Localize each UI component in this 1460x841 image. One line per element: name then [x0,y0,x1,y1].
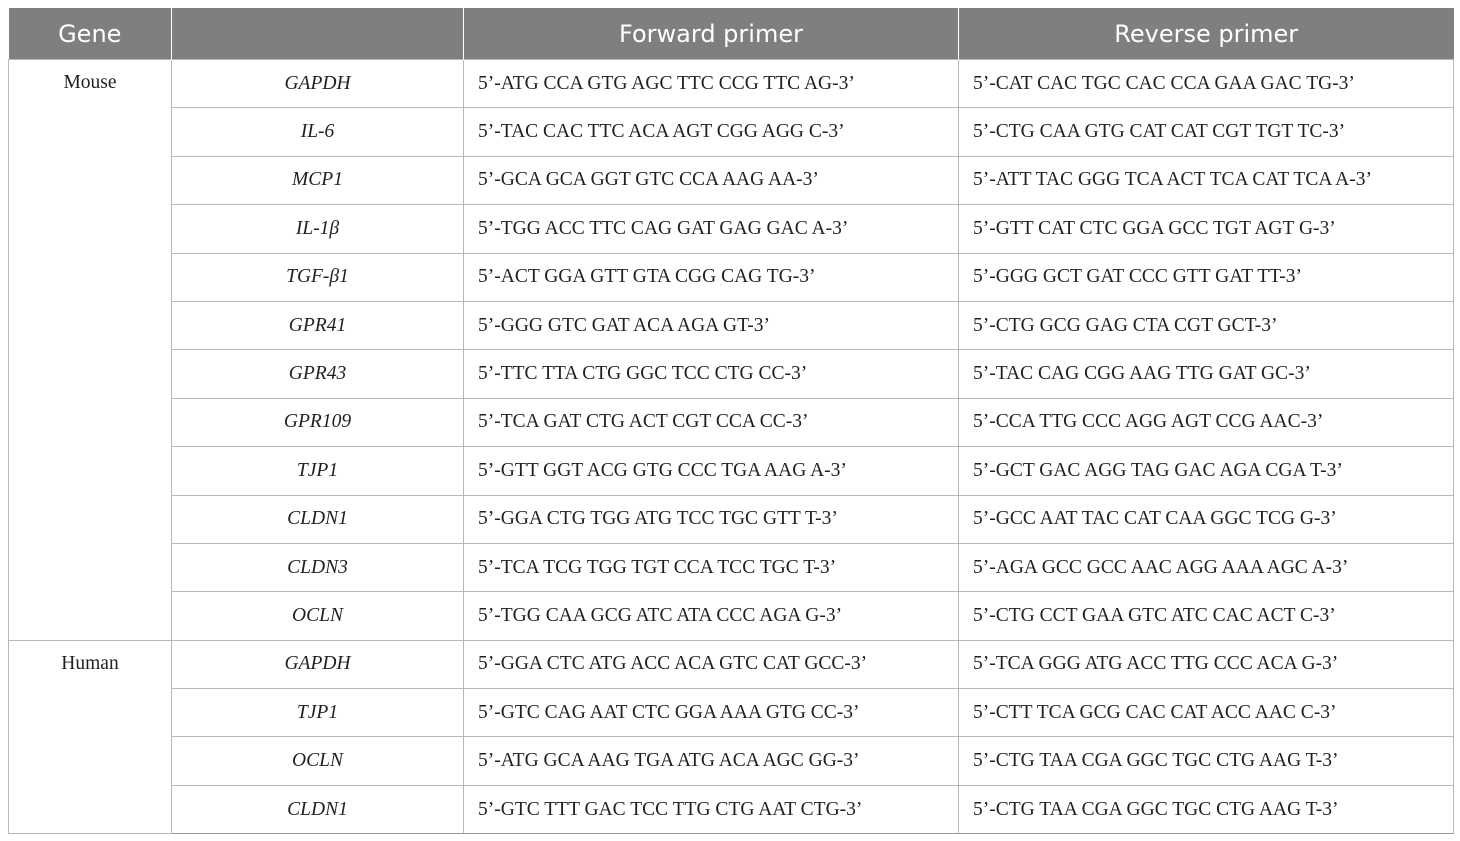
reverse-primer-cell: 5’-GGG GCT GAT CCC GTT GAT TT-3’ [959,253,1454,301]
reverse-primer-cell: 5’-CCA TTG CCC AGG AGT CCG AAC-3’ [959,398,1454,446]
forward-primer-cell: 5’-GTC TTT GAC TCC TTG CTG AAT CTG-3’ [464,785,959,833]
forward-primer-cell: 5’-ATG CCA GTG AGC TTC CCG TTC AG-3’ [464,60,959,108]
reverse-primer-cell: 5’-CAT CAC TGC CAC CCA GAA GAC TG-3’ [959,60,1454,108]
table-row [9,640,1454,688]
gene-cell: CLDN1 [172,785,464,833]
table-row [9,785,1454,833]
forward-primer-cell: 5’-TGG CAA GCG ATC ATA CCC AGA G-3’ [464,592,959,640]
reverse-primer-cell: 5’-TAC CAG CGG AAG TTG GAT GC-3’ [959,350,1454,398]
forward-primer-cell: 5’-TCA GAT CTG ACT CGT CCA CC-3’ [464,398,959,446]
gene-cell: IL-6 [172,108,464,156]
forward-primer-cell: 5’-TGG ACC TTC CAG GAT GAG GAC A-3’ [464,205,959,253]
gene-cell: CLDN3 [172,543,464,591]
gene-cell: CLDN1 [172,495,464,543]
species-cell: Mouse [9,60,172,641]
table-body [9,60,1454,834]
table-row [9,301,1454,349]
gene-cell: GPR109 [172,398,464,446]
reverse-primer-cell: 5’-CTG TAA CGA GGC TGC CTG AAG T-3’ [959,737,1454,785]
table-row [9,253,1454,301]
table-row [9,543,1454,591]
table-row [9,60,1454,108]
gene-cell: OCLN [172,592,464,640]
header-reverse-primer: Reverse primer [959,8,1454,60]
table-row [9,205,1454,253]
forward-primer-cell: 5’-GGG GTC GAT ACA AGA GT-3’ [464,301,959,349]
forward-primer-cell: 5’-TCA TCG TGG TGT CCA TCC TGC T-3’ [464,543,959,591]
primer-table [8,8,1454,834]
species-cell: Human [9,640,172,834]
table-row [9,495,1454,543]
gene-cell: MCP1 [172,156,464,204]
forward-primer-cell: 5’-GTT GGT ACG GTG CCC TGA AAG A-3’ [464,447,959,495]
table-row [9,592,1454,640]
reverse-primer-cell: 5’-CTG GCG GAG CTA CGT GCT-3’ [959,301,1454,349]
gene-cell: OCLN [172,737,464,785]
header-gene: Gene [9,8,172,60]
forward-primer-cell: 5’-GCA GCA GGT GTC CCA AAG AA-3’ [464,156,959,204]
reverse-primer-cell: 5’-GTT CAT CTC GGA GCC TGT AGT G-3’ [959,205,1454,253]
table-row [9,689,1454,737]
table-row [9,156,1454,204]
gene-cell: TJP1 [172,689,464,737]
gene-cell: TGF-β1 [172,253,464,301]
reverse-primer-cell: 5’-CTG CCT GAA GTC ATC CAC ACT C-3’ [959,592,1454,640]
table-row [9,398,1454,446]
reverse-primer-cell: 5’-GCC AAT TAC CAT CAA GGC TCG G-3’ [959,495,1454,543]
gene-cell: IL-1β [172,205,464,253]
header-row [9,8,1454,60]
reverse-primer-cell: 5’-CTG CAA GTG CAT CAT CGT TGT TC-3’ [959,108,1454,156]
reverse-primer-cell: 5’-CTT TCA GCG CAC CAT ACC AAC C-3’ [959,689,1454,737]
header-forward-primer: Forward primer [464,8,959,60]
forward-primer-cell: 5’-GTC CAG AAT CTC GGA AAA GTG CC-3’ [464,689,959,737]
forward-primer-cell: 5’-GGA CTC ATG ACC ACA GTC CAT GCC-3’ [464,640,959,688]
reverse-primer-cell: 5’-CTG TAA CGA GGC TGC CTG AAG T-3’ [959,785,1454,833]
table-row [9,737,1454,785]
reverse-primer-cell: 5’-GCT GAC AGG TAG GAC AGA CGA T-3’ [959,447,1454,495]
table-row [9,350,1454,398]
table-row [9,108,1454,156]
forward-primer-cell: 5’-GGA CTG TGG ATG TCC TGC GTT T-3’ [464,495,959,543]
gene-cell: GPR43 [172,350,464,398]
forward-primer-cell: 5’-ATG GCA AAG TGA ATG ACA AGC GG-3’ [464,737,959,785]
forward-primer-cell: 5’-TTC TTA CTG GGC TCC CTG CC-3’ [464,350,959,398]
reverse-primer-cell: 5’-TCA GGG ATG ACC TTG CCC ACA G-3’ [959,640,1454,688]
gene-cell: GPR41 [172,301,464,349]
table-header [9,8,1454,60]
gene-cell: GAPDH [172,60,464,108]
gene-cell: TJP1 [172,447,464,495]
gene-cell: GAPDH [172,640,464,688]
reverse-primer-cell: 5’-AGA GCC GCC AAC AGG AAA AGC A-3’ [959,543,1454,591]
reverse-primer-cell: 5’-ATT TAC GGG TCA ACT TCA CAT TCA A-3’ [959,156,1454,204]
forward-primer-cell: 5’-ACT GGA GTT GTA CGG CAG TG-3’ [464,253,959,301]
table-row [9,447,1454,495]
header-blank [172,8,464,60]
forward-primer-cell: 5’-TAC CAC TTC ACA AGT CGG AGG C-3’ [464,108,959,156]
